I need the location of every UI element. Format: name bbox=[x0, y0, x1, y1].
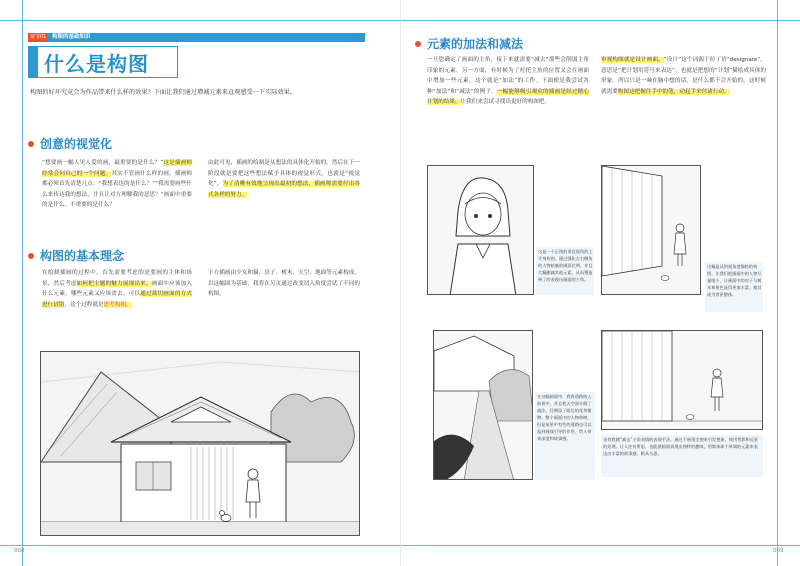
backview-drawing bbox=[602, 331, 763, 430]
page-number: 009 bbox=[773, 548, 784, 554]
section-title-basic-concept: 构图的基本理念 bbox=[40, 249, 125, 263]
intro-text: 构图的好坏究竟会为作品带来什么样的效果？下面让我们通过增减元素来直观感受一下实际效果。 bbox=[30, 89, 297, 96]
angled-wall-drawing bbox=[602, 166, 701, 295]
section-title-add-subtract: 元素的加法和减法 bbox=[427, 37, 524, 51]
section-bullet-icon bbox=[28, 141, 34, 147]
caption-backview: 也有我随“减去”主角表情的表现手法。通过不展现全貌来引发想象，使用背影和远景的处理。让人往有所思，也能使画面表现出独特的趣味，用简单却不单调的元素来表达出丰富的故事感，极具巧思。 bbox=[603, 437, 759, 456]
road-foreground-drawing bbox=[434, 331, 533, 480]
page-number: 008 bbox=[14, 548, 25, 554]
illustration-angled bbox=[601, 165, 701, 295]
illustration-backview bbox=[601, 330, 763, 430]
margin-guide bbox=[0, 545, 400, 546]
caption-closeup: 这是一个正统的垂直视角的上半身构图。通过强化左右侧角的人物轮廓的画面比例，并且大幅删减其他元素，从而塑造到了的表现出画面的主角。 bbox=[538, 249, 593, 282]
margin-guide bbox=[0, 20, 400, 21]
section-col2: 审视构图就是设计画面。“设计”这个词源于拉丁语“designare”，意思是“把计划用符号来表达”，也就是把想的“计划”描绘成具体的形象。所以只是一味在脑中想的话，是什么都不会开始的。这时候就需要构图这把握住手中的笔，动起手来付诸行动。 bbox=[601, 57, 766, 95]
illustration-road bbox=[433, 330, 533, 480]
title-stripe bbox=[28, 46, 38, 78]
chapter-tag: 章节01 bbox=[30, 34, 47, 40]
page-title: 什么是构图 bbox=[44, 52, 149, 76]
section1-col1: “想要画一幅人见人爱的画，最重要的是什么？”这是插画师经常会问自己的一个问题。其实不管画什么样的画，插画师都必须首先清楚几点：“我想表达的是什么？”“我需要画些什么来传达我的想法，并且让对方理解我的意思？”画面中重要的是什么、不重要的是什么？ bbox=[42, 160, 192, 208]
caption-road: 在这幅画面中，我将道路纳入前景中，并且把天空部分做了减法。还增添了路边的花草植物。整个画面中的人物和树，但是前景中有些的道路也可以起到视线引导的作用，给人带来深度和故事感。 bbox=[537, 394, 592, 441]
margin-guide bbox=[22, 0, 23, 566]
section-bullet-icon bbox=[28, 253, 34, 259]
margin-guide bbox=[401, 20, 800, 21]
highlight: 审视构图就是设计画面。 bbox=[601, 57, 664, 63]
girl-closeup-drawing bbox=[428, 166, 534, 295]
highlight: 思考构图。 bbox=[103, 301, 132, 308]
section-title-visualization: 创意的视觉化 bbox=[40, 137, 113, 151]
highlight: 为了清晰有效地呈现出最初的想法，插画师需要付出各式各样的努力。 bbox=[208, 181, 360, 198]
chapter-name: 构图的基础知识 bbox=[52, 34, 91, 40]
highlight: 如何把主题的魅力展现出来。 bbox=[76, 280, 152, 287]
highlight: 一幅能够吸引观众的插画是经过精心计划的结果， bbox=[427, 88, 589, 105]
caption-angled: 这幅是从斜视角度描绘的构图。让我们把画面中的人物尽量缩小，让画面中的房子与树木和景色显得更加丰富，使其成为背景整体。 bbox=[707, 264, 762, 297]
house-girl-cat-drawing bbox=[41, 352, 360, 536]
section1-col2: 由此可见，插画的绘制是从想法的具体化开始的。然后在下一阶段就是要把这些想法赋予具体的视觉形式，也就是“视觉化”。为了清晰有效地呈现出最初的想法，插画师需要付出各式各样的努力。 bbox=[208, 160, 360, 198]
margin-guide bbox=[401, 545, 800, 546]
section2-col1: 在绘制插画的过程中，首先需要考虑的是要画的主体和场景，然后考虑如何把主题的魅力展现出来。画面中应该加入什么元素，哪些元素又应该省去。可以通过裁切画面的方式进行试错，这个过程就是思考构图。 bbox=[42, 270, 192, 308]
section-bullet-icon bbox=[415, 41, 421, 47]
highlight: 构图这把握住手中的笔，动起手来付诸行动。 bbox=[617, 88, 730, 95]
illustration-closeup bbox=[427, 165, 534, 295]
margin-guide bbox=[777, 0, 778, 566]
section-col1: 一旦您确定了画面的主角，接下来就需要“减去”那些会削弱主角印象的元素。另一方面，有时候为了衬托主角的位置又会在画面中增加一些元素，这个就是“加法”的工作。下面便是我尝试各种“加法”和“减法”的例子。一幅能够吸引观众的插画是经过精心计划的结果，让我们来尝试寻找出更好的构图吧。 bbox=[427, 57, 589, 105]
section2-col2: 下方插画由少女和猫、房子、树木、天空、地面等元素构成。以这幅图为基础，我将在另页通过改变切入角度尝试了不同的构图。 bbox=[208, 270, 360, 297]
highlight: 通过裁切画面的方式进行试错 bbox=[42, 291, 192, 308]
highlight: 这是插画师经常会问自己的一个问题。 bbox=[42, 160, 192, 177]
right-page bbox=[400, 0, 800, 566]
main-illustration bbox=[40, 351, 360, 536]
